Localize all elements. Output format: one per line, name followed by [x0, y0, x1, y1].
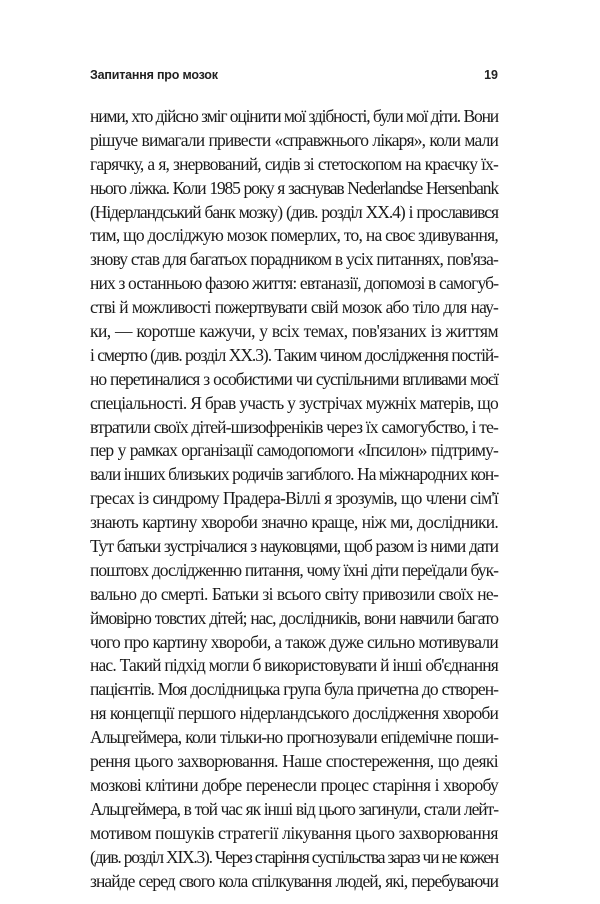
text-line: пер у рамках організації самодопомоги «Іпсилон» підтриму- [90, 440, 498, 461]
text-line: (Нідерландський банк мозку) (див. розділ XX.4) і прославився [90, 201, 498, 222]
text-line: гресах із синдрому Прадера-Віллі я зрозумів, що члени сім'ї [90, 488, 498, 509]
text-line: поштовх дослідженню питання, чому їхні діти переїдали бук- [90, 559, 498, 580]
page-number: 19 [484, 68, 498, 82]
text-line: пацієнтів. Моя дослідницька група була причетна до створен- [90, 679, 498, 700]
text-line: (див. розділ XIX.3). Через старіння суспільства зараз чи не кожен [90, 846, 498, 867]
text-line: мотивом пошуків стратегії лікування цього захворювання [90, 822, 498, 843]
text-line: тим, що досліджую мозок померлих, то, на своє здивування, [90, 225, 498, 246]
text-line: ними, хто дійсно зміг оцінити мої здібності, були мої діти. Вони [90, 106, 498, 126]
text-line: стві й можливості пожертвувати свій мозок або тіло для нау- [90, 297, 498, 318]
text-line: знають картину хвороби значно краще, ніж ми, дослідники. [90, 512, 498, 533]
text-line: вально до смерті. Батьки зі всього світу привозили своїх не- [90, 583, 498, 604]
text-line: ня концепції першого нідерландського дослідження хвороби [90, 703, 498, 724]
text-line: Альцгеймера, коли тільки-но прогнозували епідемічне поши- [90, 727, 498, 748]
text-line: і смертю (див. розділ XX.3). Таким чином дослідження постій- [90, 344, 498, 365]
text-line: гарячку, а я, знервований, сидів зі стетоскопом на краєчку їх- [90, 153, 498, 174]
text-line: втратили своїх дітей-шизофреніків через їх самогубство, і те- [90, 416, 498, 437]
text-line: рішуче вимагали привести «справжнього лікаря», коли мали [90, 129, 498, 150]
text-line: но перетиналися з особистими чи суспільними впливами моєї [90, 368, 498, 389]
text-line: ки, — коротше кажучи, у всіх темах, пов'язаних із життям [90, 321, 498, 342]
text-line: чого про картину хвороби, а також дуже сильно мотивували [90, 631, 498, 652]
text-line: ймовірно товстих дітей; нас, дослідників, вони навчили багато [90, 607, 498, 628]
text-line: нас. Такий підхід могли б використовувати й інші об'єднання [90, 655, 498, 676]
running-header [90, 64, 498, 84]
text-line: знайде серед свого кола спілкування людей, які, перебуваючи [90, 870, 498, 891]
text-line: вали інших близьких родичів загиблого. На міжнародних кон- [90, 464, 499, 485]
text-line: них з останньою фазою життя: евтаназії, допомозі в самогуб- [90, 273, 499, 294]
text-line: знову став для багатьох порадником в усіх питаннях, пов'яза- [90, 249, 498, 270]
text-line: нього ліжка. Коли 1985 року я заснував Nederlandse Hersenbank [90, 177, 498, 198]
text-line: рення цього захворювання. Наше спостереження, що деякі [90, 751, 498, 772]
body-text [90, 105, 498, 893]
text-line: мозкові клітини добре перенесли процес старіння і хворобу [90, 774, 498, 795]
text-line: Альцгеймера, в той час як інші від цього загинули, стали лейт- [90, 798, 498, 819]
text-line: Тут батьки зустрічалися з науковцями, щоб разом із ними дати [90, 536, 498, 557]
chapter-title: Запитання про мозок [90, 68, 218, 82]
text-line: спеціальності. Я брав участь у зустрічах мужніх матерів, що [90, 392, 498, 413]
